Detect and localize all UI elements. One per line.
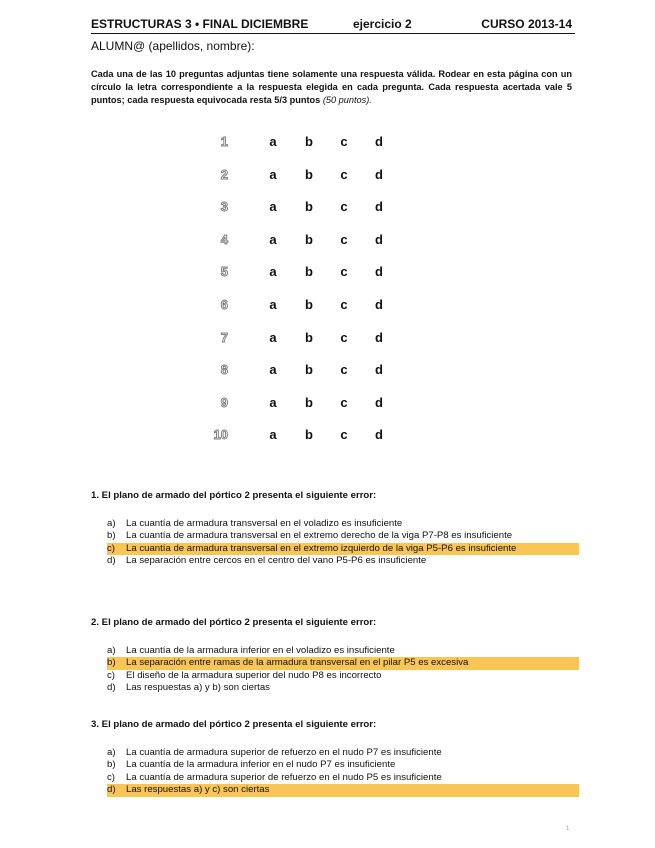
answer-label: c): [107, 542, 115, 554]
answer-option-d[interactable]: d: [375, 231, 383, 247]
question-number: 2: [220, 166, 228, 182]
answer-text: La cuantía de armadura transversal en el voladizo es insuficiente: [126, 518, 403, 529]
answer-choice: [107, 518, 579, 530]
answer-row: [208, 132, 408, 165]
answer-option-b[interactable]: b: [305, 394, 313, 410]
answer-text: La cuantía de armadura superior de refuerzo en el nudo P5 es insuficiente: [126, 771, 442, 783]
answer-label: d): [107, 555, 116, 567]
answer-choice: [107, 645, 579, 657]
answer-row: [208, 197, 408, 230]
answer-row: [208, 295, 408, 328]
answer-option-a[interactable]: a: [269, 134, 277, 149]
answer-option-b[interactable]: b: [305, 134, 313, 149]
answer-option-a[interactable]: a: [269, 394, 277, 410]
answer-option-b[interactable]: b: [305, 166, 313, 182]
answer-text: La cuantía de armadura transversal en el extremo derecho de la viga P7-P8 es insuficiente: [126, 530, 513, 542]
question-number: 5: [220, 264, 228, 280]
answer-choice: [107, 772, 579, 784]
answer-option-b[interactable]: b: [305, 231, 313, 247]
question-number: 4: [220, 231, 228, 247]
answer-choice: [107, 682, 579, 694]
answer-option-d[interactable]: d: [375, 362, 383, 378]
answer-option-b[interactable]: b: [305, 427, 313, 443]
question-number: 7: [220, 329, 228, 345]
answer-option-d[interactable]: d: [375, 199, 383, 215]
answer-option-d[interactable]: d: [375, 134, 383, 149]
answer-row: [208, 360, 408, 393]
answer-choice: [107, 670, 579, 682]
answer-row: [208, 328, 408, 361]
answer-option-a[interactable]: a: [269, 264, 277, 280]
answer-option-d[interactable]: d: [375, 427, 383, 443]
answer-option-d[interactable]: d: [375, 166, 383, 182]
question-number: 3: [220, 199, 228, 215]
answer-option-c[interactable]: c: [340, 362, 348, 378]
answer-option-d[interactable]: d: [375, 264, 383, 280]
answer-text: Las respuestas a) y b) son ciertas: [126, 682, 270, 694]
answer-text: La cuantía de la armadura inferior en el nudo P7 es insuficiente: [126, 759, 396, 771]
answer-row: [208, 393, 408, 426]
answer-text: Las respuestas a) y c) son ciertas: [126, 784, 270, 796]
answer-row: [208, 165, 408, 198]
answer-text: La separación entre ramas de la armadura transversal en el pilar P5 es excesiva: [126, 657, 469, 669]
answer-choice: [107, 555, 579, 567]
answer-choice: [107, 747, 579, 759]
answer-text: La separación entre cercos en el centro del vano P5-P6 es insuficiente: [126, 555, 427, 567]
question-number: 6: [220, 296, 228, 312]
question-number: 9: [220, 394, 228, 410]
answer-option-a[interactable]: a: [269, 166, 277, 182]
answer-text: La cuantía de la armadura inferior en el voladizo es insuficiente: [126, 645, 395, 656]
answer-grid: [208, 132, 408, 458]
question-number: 10: [213, 427, 228, 443]
answer-choice: [107, 657, 579, 669]
answer-label: c): [107, 669, 115, 681]
answer-text: La cuantía de armadura superior de refuerzo en el nudo P7 es insuficiente: [126, 747, 442, 758]
answer-option-b[interactable]: b: [305, 199, 313, 215]
answer-row: [208, 425, 408, 458]
answer-label: b): [107, 759, 116, 771]
answer-option-c[interactable]: c: [340, 166, 348, 182]
answer-text: El diseño de la armadura superior del nudo P8 es incorrecto: [126, 669, 382, 681]
header-exercise: ejercicio 2: [353, 17, 412, 31]
answer-option-c[interactable]: c: [340, 231, 348, 247]
answer-label: a): [107, 518, 116, 529]
answer-label: c): [107, 771, 115, 783]
answer-option-c[interactable]: c: [340, 427, 348, 443]
answer-option-a[interactable]: a: [269, 296, 277, 312]
answer-label: d): [107, 784, 116, 796]
answer-label: d): [107, 682, 116, 694]
answer-choice: [107, 759, 579, 771]
instructions-points: (50 puntos).: [322, 95, 372, 105]
page-number: 1: [566, 826, 570, 832]
question-title: 1. El plano de armado del pórtico 2 presenta el siguiente error:: [91, 490, 377, 501]
instructions: [91, 68, 572, 107]
answer-option-c[interactable]: c: [340, 134, 348, 149]
question-3: [91, 718, 575, 797]
question-1: [91, 489, 575, 568]
question-title: 2. El plano de armado del pórtico 2 presenta el siguiente error:: [91, 617, 377, 628]
answer-option-c[interactable]: c: [340, 264, 348, 280]
header-course: CURSO 2013-14: [481, 17, 572, 31]
answer-option-a[interactable]: a: [269, 231, 277, 247]
answer-row: [208, 230, 408, 263]
answer-option-c[interactable]: c: [340, 199, 348, 215]
answer-option-a[interactable]: a: [269, 362, 277, 378]
answer-option-d[interactable]: d: [375, 329, 383, 345]
answer-option-c[interactable]: c: [340, 394, 348, 410]
answer-label: b): [107, 657, 116, 669]
answer-option-a[interactable]: a: [269, 427, 277, 443]
question-2: [91, 616, 575, 695]
header-title: ESTRUCTURAS 3 • FINAL DICIEMBRE: [91, 17, 309, 31]
answer-choice: [107, 784, 579, 796]
instructions-text: Cada una de las 10 preguntas adjuntas tiene solamente una respuesta válida. Rodear en esta página con un círculo la letra correspondiente a la respuesta elegida en cada pregunta. Cada respuesta acertada vale 5 puntos; cada respuesta equivocada resta 5/3 puntos: [91, 69, 572, 105]
answer-option-a[interactable]: a: [269, 329, 277, 345]
student-name-label: ALUMN@ (apellidos, nombre):: [91, 39, 255, 53]
answer-choice: [107, 530, 579, 542]
answer-label: b): [107, 530, 116, 542]
answer-option-c[interactable]: c: [340, 329, 348, 345]
answer-choice: [107, 543, 579, 555]
answer-option-b[interactable]: b: [305, 329, 313, 345]
answer-option-b[interactable]: b: [305, 296, 313, 312]
page-header: [91, 17, 575, 34]
answer-text: La cuantía de armadura transversal en el extremo izquierdo de la viga P5-P6 es insuficiente: [126, 542, 517, 554]
answer-row: [208, 262, 408, 295]
question-number: 8: [220, 362, 228, 378]
answer-option-b[interactable]: b: [305, 362, 313, 378]
answer-option-d[interactable]: d: [375, 296, 383, 312]
answer-label: a): [107, 645, 116, 656]
answer-option-c[interactable]: c: [340, 296, 348, 312]
answer-option-a[interactable]: a: [269, 199, 277, 215]
answer-option-b[interactable]: b: [305, 264, 313, 280]
answer-label: a): [107, 747, 116, 758]
answer-option-d[interactable]: d: [375, 394, 383, 410]
question-number: 1: [220, 134, 228, 149]
question-title: 3. El plano de armado del pórtico 2 presenta el siguiente error:: [91, 719, 377, 730]
